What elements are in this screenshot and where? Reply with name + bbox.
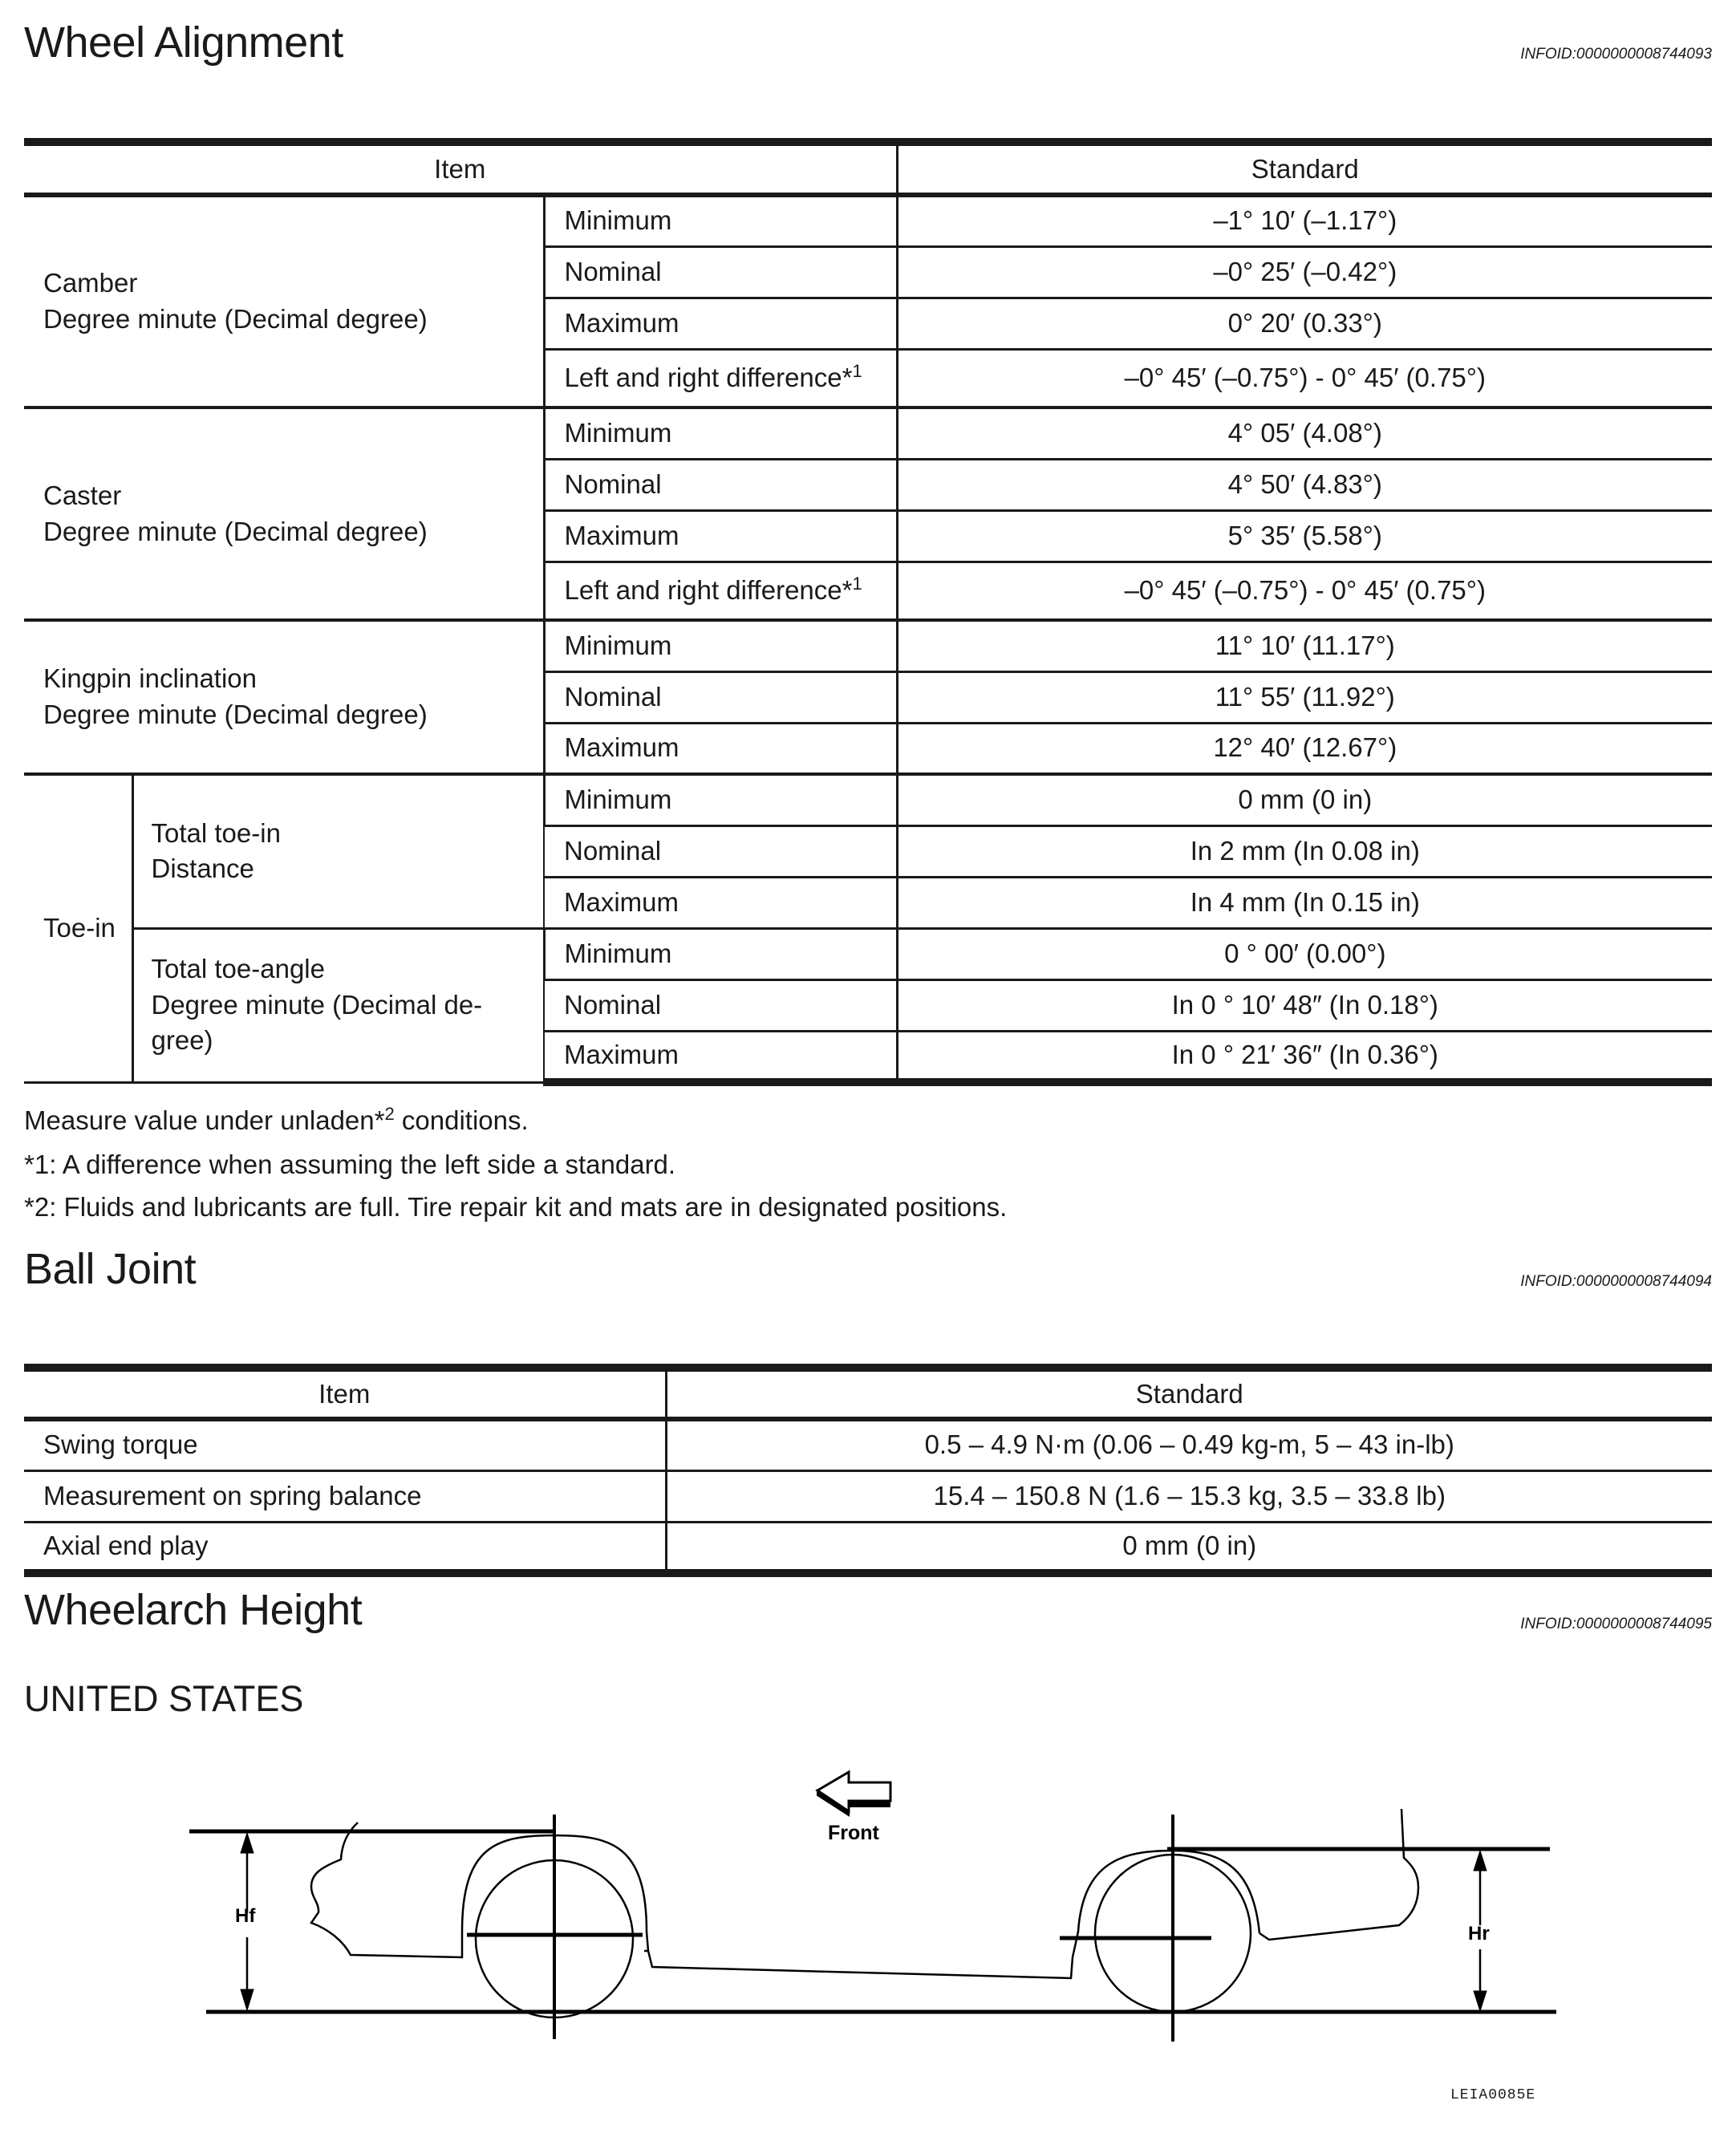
sub-label: Nominal (544, 825, 897, 877)
sub-label-text: Left and right difference* (564, 362, 853, 392)
sub-label: Nominal (544, 246, 897, 298)
toe-in-label: Toe-in (24, 774, 132, 1082)
hr-label: Hr (1468, 1923, 1490, 1944)
front-wheel (311, 1815, 1073, 2039)
value: 0° 20′ (0.33°) (897, 298, 1712, 349)
value: 0 ° 00′ (0.00°) (897, 928, 1712, 979)
total-toe-angle-line2: Degree minute (Decimal de- (151, 989, 483, 1020)
header-item: Item (24, 142, 897, 195)
item-label: Measurement on spring balance (24, 1470, 666, 1522)
wheel-alignment-title: Wheel Alignment (24, 18, 343, 67)
footnote-1: *1: A difference when assuming the left side a standard. (24, 1150, 676, 1179)
total-toe-in-line1: Total toe-in (151, 817, 281, 848)
value: 11° 10′ (11.17°) (897, 620, 1712, 671)
value: 4° 05′ (4.08°) (897, 408, 1712, 459)
value: 12° 40′ (12.67°) (897, 723, 1712, 774)
item-label: Swing torque (24, 1419, 666, 1470)
ball-joint-infoid: INFOID:0000000008744094 (1520, 1273, 1712, 1290)
hf-label: Hf (235, 1905, 256, 1927)
sub-label: Maximum (544, 510, 897, 562)
sub-label: Nominal (544, 459, 897, 510)
wheelarch-height-title: Wheelarch Height (24, 1586, 363, 1634)
sub-label: Maximum (544, 1031, 897, 1082)
sub-label: Minimum (544, 774, 897, 825)
sub-label: Nominal (544, 979, 897, 1031)
wheel-alignment-infoid: INFOID:0000000008744093 (1520, 46, 1712, 63)
header-standard: Standard (897, 142, 1712, 195)
value: In 0 ° 21′ 36″ (In 0.36°) (897, 1031, 1712, 1082)
footnote-2: *2: Fluids and lubricants are full. Tire repair kit and mats are in designated positions. (24, 1192, 1008, 1222)
value: 0 mm (0 in) (897, 774, 1712, 825)
value: In 2 mm (In 0.08 in) (897, 825, 1712, 877)
caster-label-line1: Caster (43, 480, 122, 510)
value: In 4 mm (In 0.15 in) (897, 877, 1712, 928)
region-heading: UNITED STATES (24, 1678, 304, 1719)
value: 0.5 – 4.9 N·m (0.06 – 0.49 kg-m, 5 – 43 in-lb) (666, 1419, 1712, 1470)
figure-id: LEIA0085E (1450, 2087, 1536, 2103)
sub-label: Minimum (544, 408, 897, 459)
header-item: Item (24, 1368, 666, 1419)
sub-label: Nominal (544, 671, 897, 723)
front-label: Front (828, 1822, 879, 1844)
total-toe-in-line2: Distance (151, 854, 254, 884)
sub-label: Minimum (544, 620, 897, 671)
total-toe-angle-line3: gree) (151, 1025, 213, 1056)
sub-label: Maximum (544, 723, 897, 774)
measure-note-text: Measure value under unladen* (24, 1105, 385, 1135)
camber-label-line2: Degree minute (Decimal degree) (43, 304, 428, 334)
kingpin-label-line1: Kingpin inclination (43, 663, 258, 694)
footnote-ref: 1 (852, 360, 862, 381)
caster-label-line2: Degree minute (Decimal degree) (43, 516, 428, 546)
item-label: Axial end play (24, 1522, 666, 1573)
rear-wheel (1060, 1809, 1418, 2042)
footnote-ref: 1 (852, 573, 862, 594)
value: 4° 50′ (4.83°) (897, 459, 1712, 510)
value: 5° 35′ (5.58°) (897, 510, 1712, 562)
front-arrow-icon (817, 1772, 890, 1815)
sub-label: Maximum (544, 298, 897, 349)
value: 0 mm (0 in) (666, 1522, 1712, 1573)
camber-label-line1: Camber (43, 268, 138, 298)
ball-joint-title: Ball Joint (24, 1245, 197, 1293)
value: 15.4 – 150.8 N (1.6 – 15.3 kg, 3.5 – 33.8 lb) (666, 1470, 1712, 1522)
sub-label: Minimum (544, 195, 897, 246)
value: –0° 45′ (–0.75°) - 0° 45′ (0.75°) (897, 562, 1712, 620)
header-standard: Standard (666, 1368, 1712, 1419)
value: In 0 ° 10′ 48″ (In 0.18°) (897, 979, 1712, 1031)
value: –1° 10′ (–1.17°) (897, 195, 1712, 246)
sub-label: Maximum (544, 877, 897, 928)
kingpin-label-line2: Degree minute (Decimal degree) (43, 699, 428, 729)
sub-label-text: Left and right difference* (564, 574, 853, 605)
footnote-ref: 2 (384, 1104, 395, 1124)
sub-label: Minimum (544, 928, 897, 979)
value: –0° 45′ (–0.75°) - 0° 45′ (0.75°) (897, 349, 1712, 408)
total-toe-angle-line1: Total toe-angle (151, 954, 325, 984)
wheelarch-height-infoid: INFOID:0000000008744095 (1520, 1616, 1712, 1632)
value: 11° 55′ (11.92°) (897, 671, 1712, 723)
measure-note-tail: conditions. (394, 1105, 529, 1135)
value: –0° 25′ (–0.42°) (897, 246, 1712, 298)
